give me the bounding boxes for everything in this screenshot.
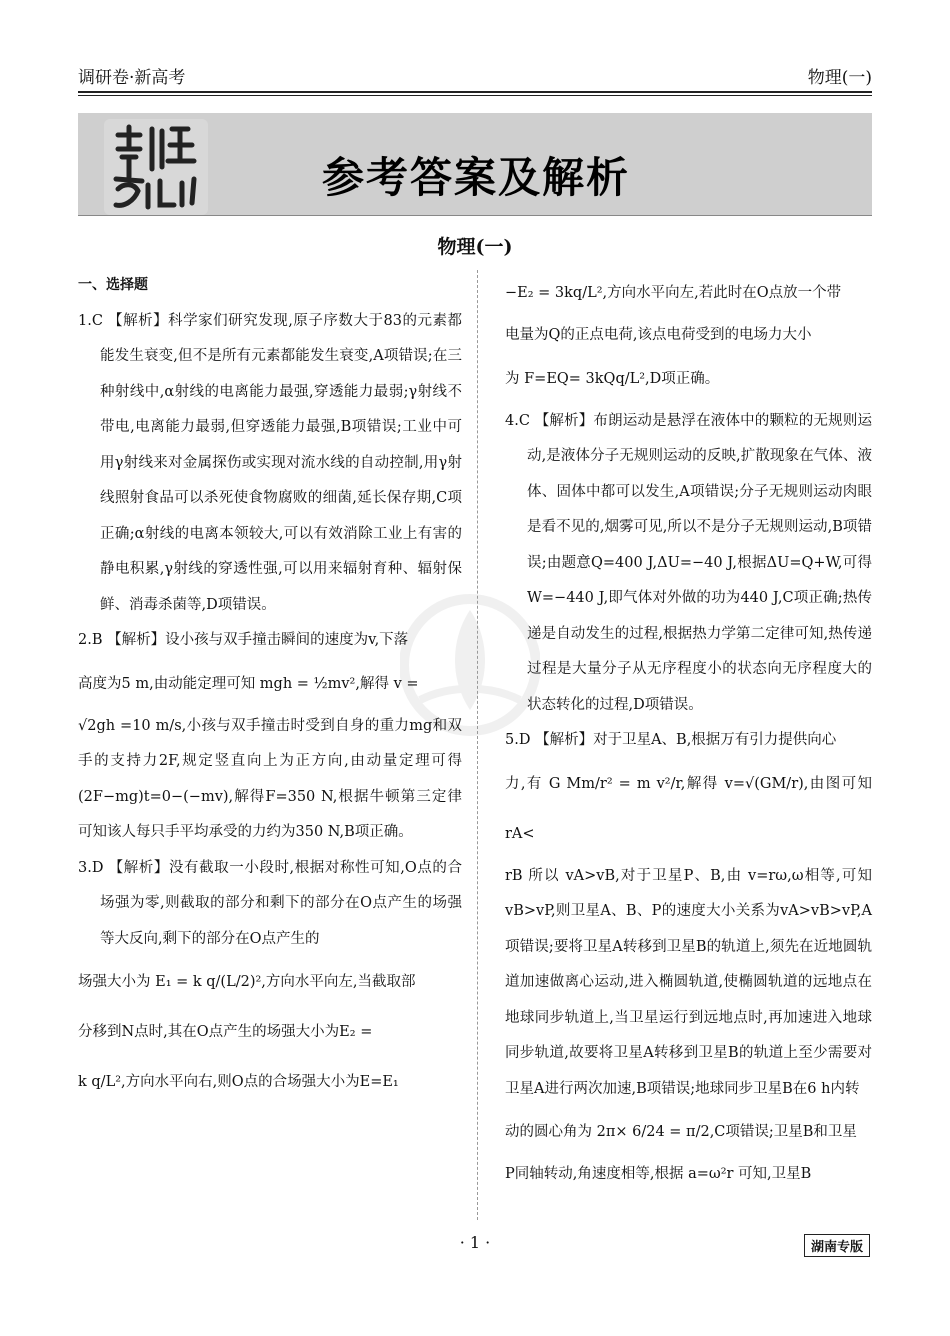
answer-3-cont-2: 电量为Q的正点电荷,该点电荷受到的电场力大小	[505, 327, 812, 343]
answer-3-line-2: 场强大小为 E₁ = k q/(L/2)²,方向水平向左,当截取部	[78, 974, 416, 990]
answer-3-cont-1: −E₂ = 3kq/L²,方向水平向左,若此时在O点放一个带	[505, 285, 842, 301]
title-banner	[78, 113, 872, 216]
answer-5-line-1: 5.D 【解析】对于卫星A、B,根据万有引力提供向心	[505, 732, 837, 748]
answer-1: 1.C 【解析】科学家们研究发现,原子序数大于83的元素都能发生衰变,但不是所有元素都能发生衰变,A项错误;在三种射线中,α射线的电离能力最强,穿透能力最弱;γ射线不带电,电离能力最弱,但穿透能力最强,B项错误;工业中可用γ射线来对金属探伤或实现对流水线的自动控制,用γ射线照射食品可以杀死使食物腐败的细菌,延长保存期,C项正确;α射线的电离本领较大,可以有效消除工业上有害的静电积累,γ射线的穿透性强,可以用来辐射育种、辐射保鲜、消毒杀菌等,D项错误。	[78, 312, 462, 613]
answer-2-line-1: 2.B 【解析】设小孩与双手撞击瞬间的速度为v,下落	[78, 632, 409, 648]
answer-3-line-4: k q/L²,方向水平向右,则O点的合场强大小为E=E₁	[78, 1074, 399, 1090]
answer-5-line-d: 动的圆心角为 2π× 6/24 = π/2,C项错误;卫星B和卫星	[505, 1124, 857, 1140]
page-header	[78, 60, 872, 90]
answer-2-line-2: 高度为5 m,由动能定理可知 mgh = ½mv²,解得 v =	[78, 675, 419, 692]
header-left-title: 调研卷·新高考	[78, 67, 186, 88]
banner-title: 参考答案及解析	[322, 153, 631, 202]
answer-5-rest: rB 所以 vA>vB,对于卫星P、B,由 v=rω,ω相等,可知vB>vP,则卫星A、B、P的速度大小关系为vA>vB>vP,A项错误;要将卫星A转移到卫星B的轨道上,须先在近地圆轨道加速做离心运动,进入椭圆轨道,使椭圆轨道的远地点在地球同步轨道上,当卫星运行到远地点时,再加速进入地球同步轨道,故要将卫星A转移到卫星B的轨道上至少需要对卫星A进行两次加速,B项错误;地球同步卫星B在6 h内转	[505, 867, 872, 1097]
answer-5-line-2: 力,有 G Mm/r² = m v²/r,解得 v=√(GM/r),由图可知 rA<	[505, 775, 872, 842]
header-rule	[78, 91, 872, 96]
subject-title: 物理(一)	[437, 236, 513, 258]
left-column	[78, 268, 462, 1107]
answer-3-line-1: 3.D 【解析】没有截取一小段时,根据对称性可知,O点的合场强为零,则截取的部分和剩下的部分在O点产生的场强等大反向,剩下的部分在O点产生的	[78, 859, 462, 947]
edition-badge: 湖南专版	[804, 1234, 870, 1257]
page-number: · 1 ·	[459, 1233, 491, 1252]
column-divider	[477, 270, 478, 1220]
answer-4: 4.C 【解析】布朗运动是悬浮在液体中的颗粒的无规则运动,是液体分子无规则运动的反映,扩散现象在气体、液体、固体中都可以发生,A项错误;分子无规则运动肉眼是看不见的,烟雾可见,所以不是分子无规则运动,B项错误;由题意Q=400 J,ΔU=−40 J,根据ΔU=Q+W,可得W=−440 J,即气体对外做的功为440 J,C项正确;热传递是自动发生的过程,根据热力学第二定律可知,热传递过程是大量分子从无序程度小的状态向无序程度大的状态转化的过程,D项错误。	[505, 412, 872, 713]
answer-3-line-3: 分移到N点时,其在O点产生的场强大小为E₂ =	[78, 1024, 373, 1040]
section-heading: 一、选择题	[78, 277, 148, 293]
right-column	[505, 268, 872, 1193]
answer-5-line-e: P同轴转动,角速度相等,根据 a=ω²r 可知,卫星B	[505, 1166, 812, 1182]
answer-2-rest: √2gh =10 m/s,小孩与双手撞击时受到自身的重力mg和双手的支持力2F,规定竖直向上为正方向,由动量定理可得(2F−mg)t=0−(−mv),解得F=350 N,根据牛顿第三定律可知该人每只手平均承受的力约为350 N,B项正确。	[78, 717, 462, 840]
seal-logo-icon	[104, 119, 208, 215]
header-right-title: 物理(一)	[807, 67, 872, 88]
answer-3-cont-3: 为 F=EQ= 3kQq/L²,D项正确。	[505, 370, 720, 387]
